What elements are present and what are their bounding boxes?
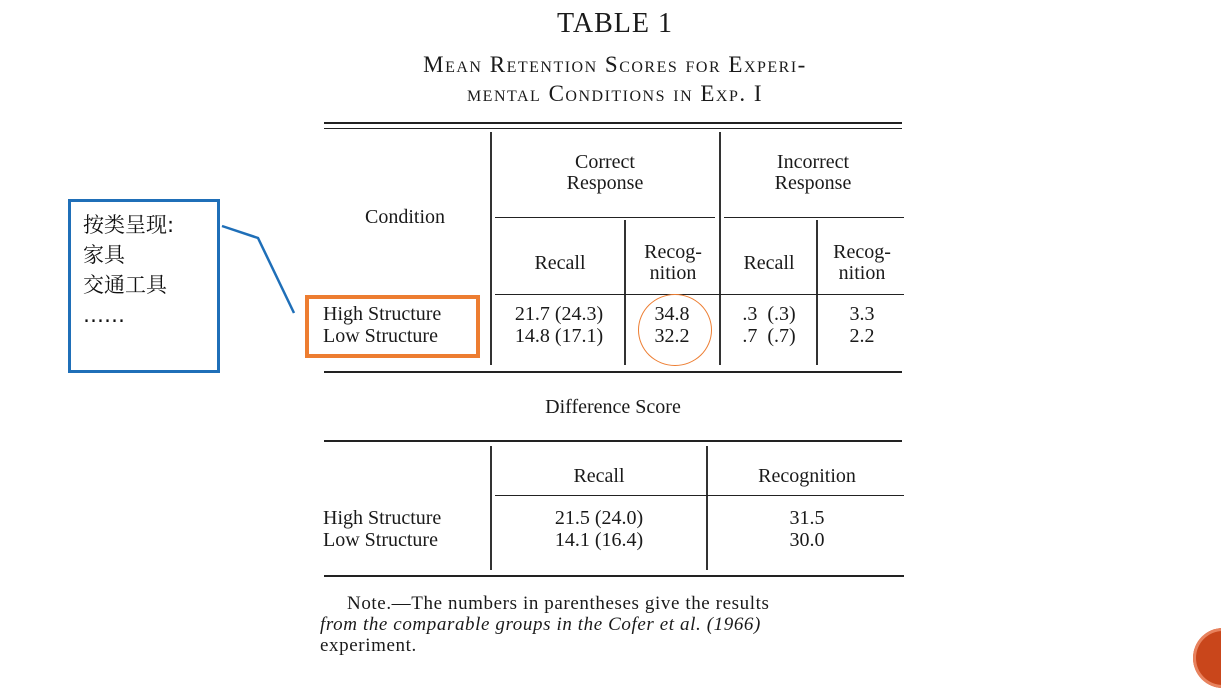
header-incorrect-recognition: Recog- nition	[833, 241, 891, 284]
cell-correct-recall-low: 14.8 (17.1)	[514, 325, 604, 347]
callout-line2: 家具	[83, 243, 125, 267]
callout-line3: 交通工具	[83, 273, 167, 297]
cell-incorrect-recognition-low: 2.2	[849, 325, 875, 347]
cell-incorrect-recall-low: .7 (.7)	[742, 325, 796, 347]
header-incorrect-response: Incorrect Response	[774, 151, 852, 194]
table-title: TABLE 1	[557, 8, 673, 39]
difference-condition-high: High Structure	[323, 507, 442, 529]
row-condition-high: High Structure	[323, 303, 442, 325]
recognition-highlight-circle	[638, 294, 712, 366]
difference-heading: Difference Score	[545, 396, 681, 418]
difference-recognition-high: 31.5	[789, 507, 825, 529]
header-incorrect-recall: Recall	[743, 252, 795, 274]
callout-box	[68, 199, 220, 373]
cell-correct-recall-high: 21.7 (24.3)	[514, 303, 604, 325]
row-condition-low: Low Structure	[323, 325, 438, 347]
difference-recall-high: 21.5 (24.0)	[554, 507, 644, 529]
header-condition: Condition	[364, 206, 445, 228]
difference-recall-low: 14.1 (16.4)	[554, 529, 644, 551]
callout-line4: ……	[83, 303, 125, 327]
difference-recognition-low: 30.0	[789, 529, 825, 551]
table-subtitle-line2: mental Conditions in Exp. I	[466, 81, 764, 106]
header-correct-response: Correct Response	[566, 151, 644, 194]
note-line3: experiment.	[320, 635, 417, 656]
cell-correct-recognition-low: 32.2	[654, 325, 690, 347]
header-correct-recognition: Recog- nition	[644, 241, 702, 284]
difference-header-recognition: Recognition	[758, 465, 856, 487]
header-correct-recall: Recall	[534, 252, 586, 274]
cell-correct-recognition-high: 34.8	[654, 303, 690, 325]
difference-condition-low: Low Structure	[323, 529, 438, 551]
note-line1: Note.—The numbers in parentheses give the results	[347, 593, 770, 614]
note-line2: from the comparable groups in the Cofer et al. (1966)	[320, 614, 761, 635]
condition-highlight-box	[305, 295, 480, 358]
difference-header-recall: Recall	[573, 465, 625, 487]
table-subtitle-line1: Mean Retention Scores for Experi-	[423, 52, 807, 77]
cell-incorrect-recognition-high: 3.3	[849, 303, 875, 325]
callout-line1: 按类呈现:	[83, 213, 175, 237]
cell-incorrect-recall-high: .3 (.3)	[742, 303, 796, 325]
